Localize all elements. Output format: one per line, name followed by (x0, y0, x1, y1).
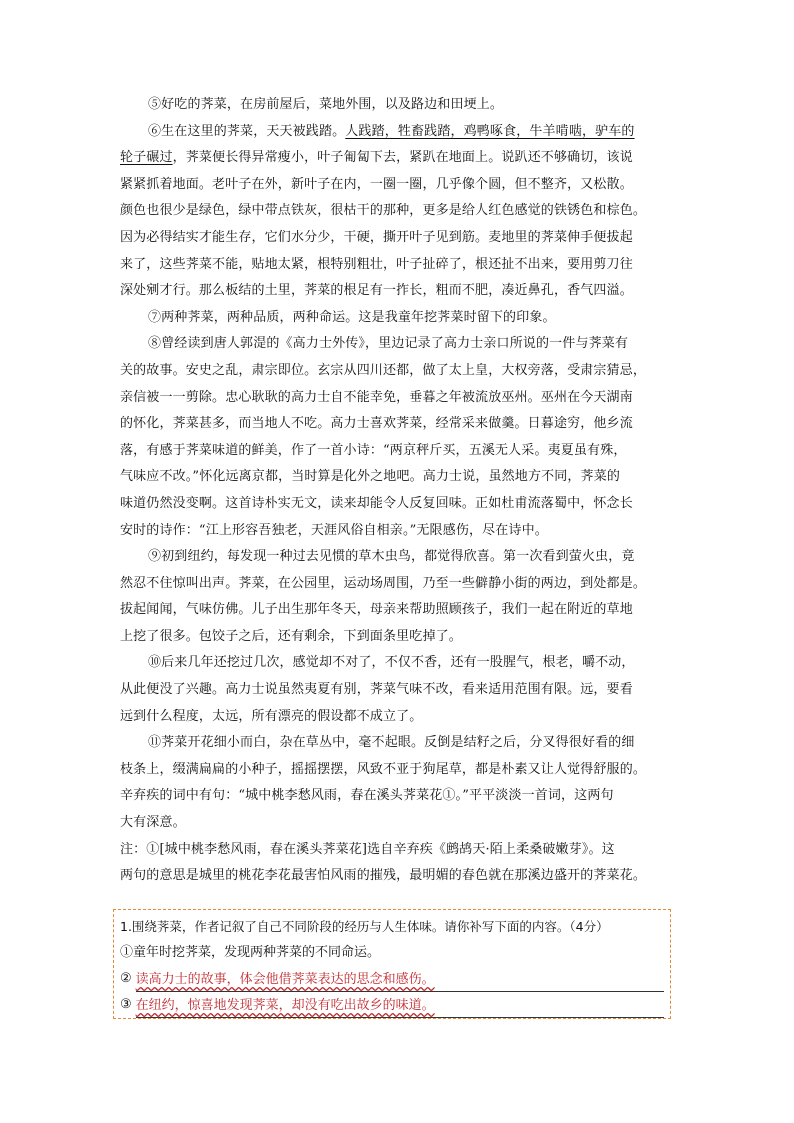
line-text: 从此便没了兴趣。高力士说虽然夷夏有别，荠菜气味不改，看来适用范围有限。远，要看 (120, 682, 633, 698)
passage-line (120, 730, 678, 757)
passage-line (120, 198, 678, 225)
passage-line (120, 863, 678, 890)
passage-line (120, 305, 678, 332)
passage-line (120, 518, 678, 545)
line-text: ⑩后来几年还挖过几次，感觉却不对了，不仅不香，还有一股腥气，根老，嚼不动， (148, 655, 635, 671)
answer-text-2: 读高力士的故事，体会他借荠菜表达的思念和感伤。 (135, 972, 435, 987)
line-text: 深处剜才行。那么板结的土里，荠菜的根足有一拃长，粗而不肥，凑近鼻孔，香气四溢。 (120, 283, 633, 299)
passage-line (120, 331, 678, 358)
passage-line (120, 837, 678, 864)
passage-line (120, 145, 678, 172)
line-text: ⑨初到纽约，每发现一种过去见惯的草木虫鸟，都觉得欣喜。第一次看到萤火虫，竟 (148, 549, 635, 565)
answer-line-2 (136, 969, 664, 992)
passage-text (120, 92, 678, 890)
line-text: 然忍不住惊叫出声。荠菜，在公园里，运动场周围，乃至一些僻静小街的两边，到处都是。 (120, 575, 647, 591)
passage-line (120, 92, 678, 119)
passage-line (120, 704, 678, 731)
answer-item-3-number: ③ (120, 997, 132, 1012)
answer-item-3 (120, 992, 664, 1018)
passage-line (120, 757, 678, 784)
passage-line (120, 464, 678, 491)
line-text: 气味应不改。”怀化远离京都，当时算是化外之地吧。高力士说，虽然地方不同，荠菜的 (120, 469, 620, 485)
underlined-text: 人践踏，牲畜践踏，鸡鸭啄食，牛羊啃啮，驴车的 (345, 123, 635, 139)
line-text: 上挖了很多。包饺子之后，还有剩余，下到面条里吃掉了。 (120, 628, 462, 644)
line-text: 亲信被一一剪除。忠心耿耿的高力士自不能幸免，垂暮之年被流放巫州。巫州在今天湖南 (120, 389, 633, 405)
line-text: ⑥生在这里的荠菜，天天被践踏。 (148, 123, 346, 139)
passage-line (120, 544, 678, 571)
passage-line (120, 385, 678, 412)
line-text: 远到什么程度，太远，所有漂亮的假设都不成立了。 (120, 708, 423, 724)
passage-line (120, 225, 678, 252)
passage-line (120, 677, 678, 704)
passage-line (120, 411, 678, 438)
line-text: 来了，这些荠菜不能，贴地太紧，根特别粗壮，叶子扯碎了，根还扯不出来，要用剪刀往 (120, 256, 633, 272)
line-text: ⑤好吃的荠菜，在房前屋后，菜地外围，以及路边和田埂上。 (148, 97, 504, 112)
answer-text-3: 在纽约，惊喜地发现荠菜，却没有吃出故乡的味道。 (135, 998, 435, 1013)
line-text: 枝条上，缀满扁扁的小种子，摇摇摆摆，风致不亚于狗尾草，都是朴素又让人觉得舒服的。 (120, 761, 647, 777)
answer-item-1: ①童年时挖荠菜，发现两种荠菜的不同命运。 (120, 945, 381, 960)
line-text: 安时的诗作：“江上形容吾独老，天涯风俗自相亲。”无限感伤，尽在诗中。 (120, 522, 548, 538)
passage-line (120, 358, 678, 385)
line-text: 大有深意。 (120, 815, 186, 831)
line-text: 因为必得结实才能生存，它们水分少，干硬，撕开叶子见到筋。麦地里的荠菜伸手便拔起 (120, 229, 633, 245)
line-text: ⑪荠菜开花细小而白，杂在草丛中，毫不起眼。反倒是结籽之后，分叉得很好看的细 (148, 735, 635, 751)
line-text: 拔起闻闻，气味仿佛。儿子出生那年冬天，母亲来帮助照顾孩子，我们一起在附近的草地 (120, 602, 633, 618)
line-text: ⑦两种荠菜，两种品质，两种命运。这是我童年挖荠菜时留下的印象。 (148, 309, 556, 325)
line-text: 两句的意思是城里的桃花李花最害怕风雨的摧残，最明媚的春色就在那溪边盛开的荠菜花。 (120, 868, 647, 884)
line-text: 的怀化，荠菜甚多，而当地人不吃。高力士喜欢荠菜，经常采来做羹。日暮途穷，他乡流 (120, 416, 633, 432)
passage-line (120, 491, 678, 518)
line-text: ，荠菜便长得异常瘦小，叶子匍匐下去，紧趴在地面上。说趴还不够确切，该说 (172, 150, 633, 166)
line-text: 落，有感于荠菜味道的鲜美，作了一首小诗：“两京秤斤买，五溪无人采。夷夏虽有殊， (120, 442, 627, 458)
question-stem: 1.围绕荠菜，作者记叙了自己不同阶段的经历与人生体味。请你补写下面的内容。（4分） (120, 919, 609, 934)
answer-item-2-number: ② (120, 971, 132, 986)
passage-line (120, 172, 678, 199)
answer-item-2 (120, 966, 664, 992)
passage-line (120, 571, 678, 598)
passage-line (120, 119, 678, 146)
line-text: 关的故事。安史之乱，肃宗即位。玄宗从四川还都，做了太上皇，大权旁落，受肃宗猜忌， (120, 362, 647, 378)
line-text: ⑧曾经读到唐人郭湜的《高力士外传》，里边记录了高力士亲口所说的一件与荠菜有 (148, 336, 629, 352)
line-text: 辛弃疾的词中有句：“城中桃李愁风雨，春在溪头荠菜花①。”平平淡淡一首词，这两句 (120, 788, 614, 804)
line-text: 颜色也很少是绿色，绿中带点铁灰，很枯干的那种，更多是给人红色感觉的铁锈色和棕色。 (120, 203, 647, 219)
passage-line (120, 252, 678, 279)
passage-line (120, 438, 678, 465)
line-text: 注：①[城中桃李愁风雨，春在溪头荠菜花]选自辛弃疾《鹧鸪天·陌上柔桑破嫩芽》。这 (120, 841, 615, 857)
question-box (113, 909, 671, 1019)
line-text: 味道仍然没变啊。这首诗朴实无文，读来却能令人反复回味。正如杜甫流落蜀中，怀念长 (120, 495, 633, 511)
passage-line (120, 597, 678, 624)
underlined-text: 轮子碾过 (120, 150, 173, 166)
answer-line-3 (136, 995, 664, 1018)
line-text: 紧紧抓着地面。老叶子在外，新叶子在内，一圈一圈，几乎像个圆，但不整齐，又松散。 (120, 176, 633, 192)
passage-line (120, 624, 678, 651)
passage-line (120, 783, 678, 810)
passage-line (120, 278, 678, 305)
passage-line (120, 650, 678, 677)
passage-line (120, 810, 678, 837)
